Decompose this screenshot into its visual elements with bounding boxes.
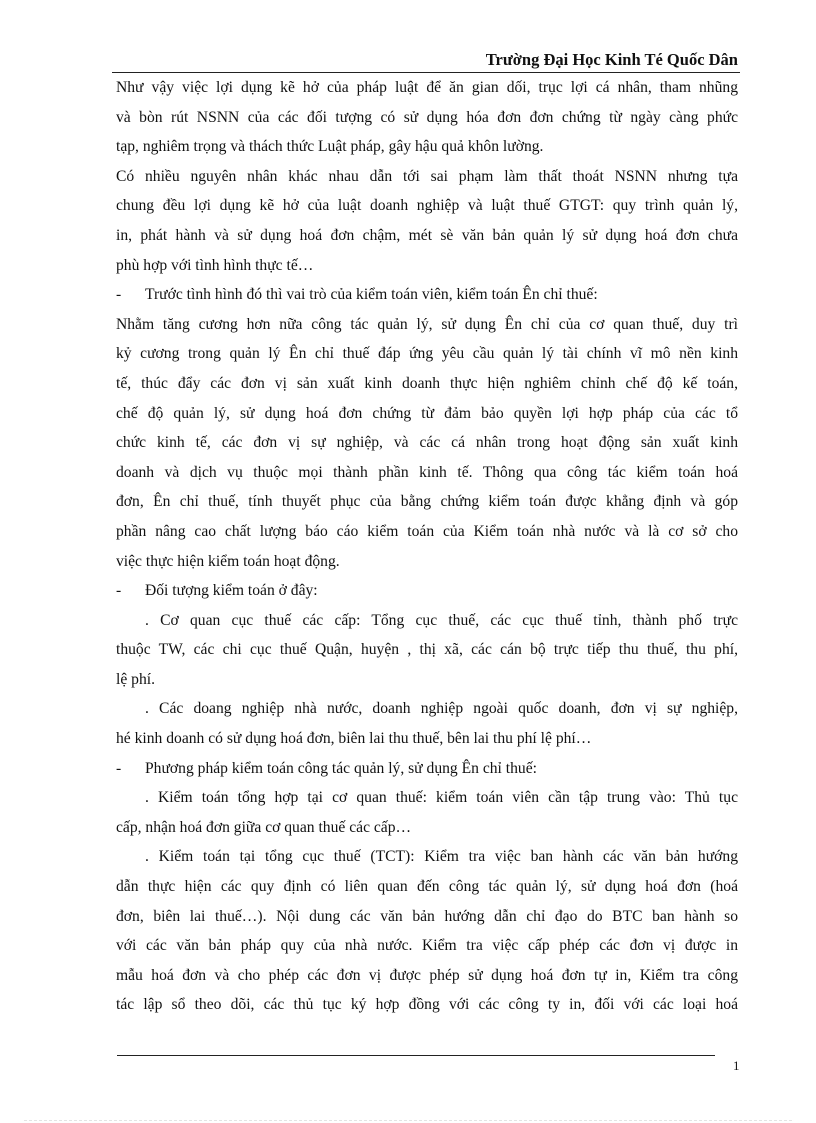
- body-line: . Kiểm toán tổng hợp tại cơ quan thuế: kiểm toán viên cần tập trung vào: Thủ tục: [145, 789, 738, 807]
- body-line: tác lập sổ theo dõi, các thủ tục ký hợp đồng với các công ty in, đối với các loại hoá: [116, 996, 738, 1014]
- body-line: . Kiểm toán tại tổng cục thuế (TCT): Kiểm tra việc ban hành các văn bản hướng: [145, 848, 738, 866]
- bullet-text: Đối tượng kiểm toán ở đây:: [145, 582, 318, 600]
- body-line: in, phát hành và sử dụng hoá đơn chậm, mét sè văn bản quản lý sử dụng hoá đơn chưa: [116, 226, 738, 244]
- bullet-dash: -: [116, 582, 122, 600]
- body-line: lệ phí.: [116, 670, 155, 688]
- bullet-text: Trước tình hình đó thì vai trò của kiểm toán viên, kiểm toán Ên chỉ thuế:: [145, 286, 598, 304]
- bullet-text: Phương pháp kiểm toán công tác quản lý, sử dụng Ên chỉ thuế:: [145, 759, 537, 777]
- header-title: Trường Đại Học Kinh Té Quốc Dân: [485, 50, 738, 69]
- footer-rule: [117, 1055, 715, 1056]
- body-line: và bòn rút NSNN của các đối tượng có sử dụng hóa đơn đơn chứng từ ngày càng phức: [116, 108, 738, 126]
- body-line: thuộc TW, các chi cục thuế Quận, huyện , thị xã, các cán bộ trực tiếp thu thuế, thu phí,: [116, 641, 738, 659]
- body-line: với các văn bản pháp quy của nhà nước. Kiểm tra việc cấp phép các đơn vị được in: [116, 937, 738, 955]
- body-line: chung đều lợi dụng kẽ hở của luật doanh nghiệp và luật thuế GTGT: quy trình quản lý,: [116, 197, 738, 215]
- body-line: doanh và dịch vụ thuộc mọi thành phần kinh tế. Thông qua công tác kiểm toán hoá: [116, 463, 738, 481]
- bullet-item: [116, 754, 738, 784]
- body-line: tế, thúc đẩy các đơn vị sản xuất kinh doanh thực hiện nghiêm chỉnh chế độ kế toán,: [116, 374, 738, 392]
- body-line: phù hợp với tình hình thực tế…: [116, 256, 314, 274]
- body-line: kỷ cương trong quản lý Ên chỉ thuế đáp ứng yêu cầu quản lý tài chính vĩ mô nền kinh: [116, 345, 738, 363]
- body-line: tạp, nghiêm trọng và thách thức Luật pháp, gây hậu quả khôn lường.: [116, 138, 544, 156]
- body-line: . Cơ quan cục thuế các cấp: Tổng cục thuế, các cục thuế tỉnh, thành phố trực: [145, 611, 738, 629]
- body-line: đơn, biên lai thuế…). Nội dung các văn bản hướng dẫn chỉ đạo do BTC ban hành so: [116, 907, 738, 925]
- body-line: phần nâng cao chất lượng báo cáo kiểm toán của Kiểm toán nhà nước và là cơ sở cho: [116, 522, 738, 540]
- bullet-item: [116, 576, 738, 606]
- body-line: Như vậy việc lợi dụng kẽ hở của pháp luật để ăn gian dối, trục lợi cá nhân, tham nhũng: [116, 79, 738, 96]
- body-line: dẫn thực hiện các quy định có liên quan đến công tác quản lý, sử dụng hoá đơn (hoá: [116, 878, 738, 896]
- page-header: [112, 46, 740, 73]
- body-line: . Các doang nghiệp nhà nước, doanh nghiệp ngoài quốc doanh, đơn vị sự nghiệp,: [145, 700, 738, 718]
- body-line: Có nhiều nguyên nhân khác nhau dẫn tới sai phạm làm thất thoát NSNN nhưng tựa: [116, 167, 738, 185]
- page-break-line: [24, 1120, 792, 1121]
- body-line: Nhằm tăng cương hơn nữa công tác quản lý, sử dụng Ên chỉ của cơ quan thuế, duy trì: [116, 315, 738, 333]
- body-line: hé kinh doanh có sử dụng hoá đơn, biên lai thu thuế, bên lai thu phí lệ phí…: [116, 730, 592, 748]
- body-line: cấp, nhận hoá đơn giữa cơ quan thuế các cấp…: [116, 818, 412, 836]
- body-line: việc thực hiện kiểm toán hoạt động.: [116, 552, 340, 570]
- body-line: chế độ quản lý, sử dụng hoá đơn chứng từ đảm bảo quyền lợi hợp pháp của các tổ: [116, 404, 738, 422]
- body-line: mẫu hoá đơn và cho phép các đơn vị được phép sử dụng hoá đơn tự in, Kiểm tra công: [116, 966, 738, 984]
- body-line: chức kinh tế, các đơn vị sự nghiệp, và các cá nhân trong hoạt động sản xuất kinh: [116, 434, 738, 452]
- body-line: đơn, Ên chỉ thuế, tính thuyết phục của bằng chứng kiểm toán được khẳng định và góp: [116, 493, 738, 511]
- page-number: 1: [733, 1058, 740, 1073]
- bullet-item: [116, 280, 738, 310]
- bullet-dash: -: [116, 286, 122, 304]
- bullet-dash: -: [116, 759, 122, 777]
- document-body: [116, 73, 738, 1020]
